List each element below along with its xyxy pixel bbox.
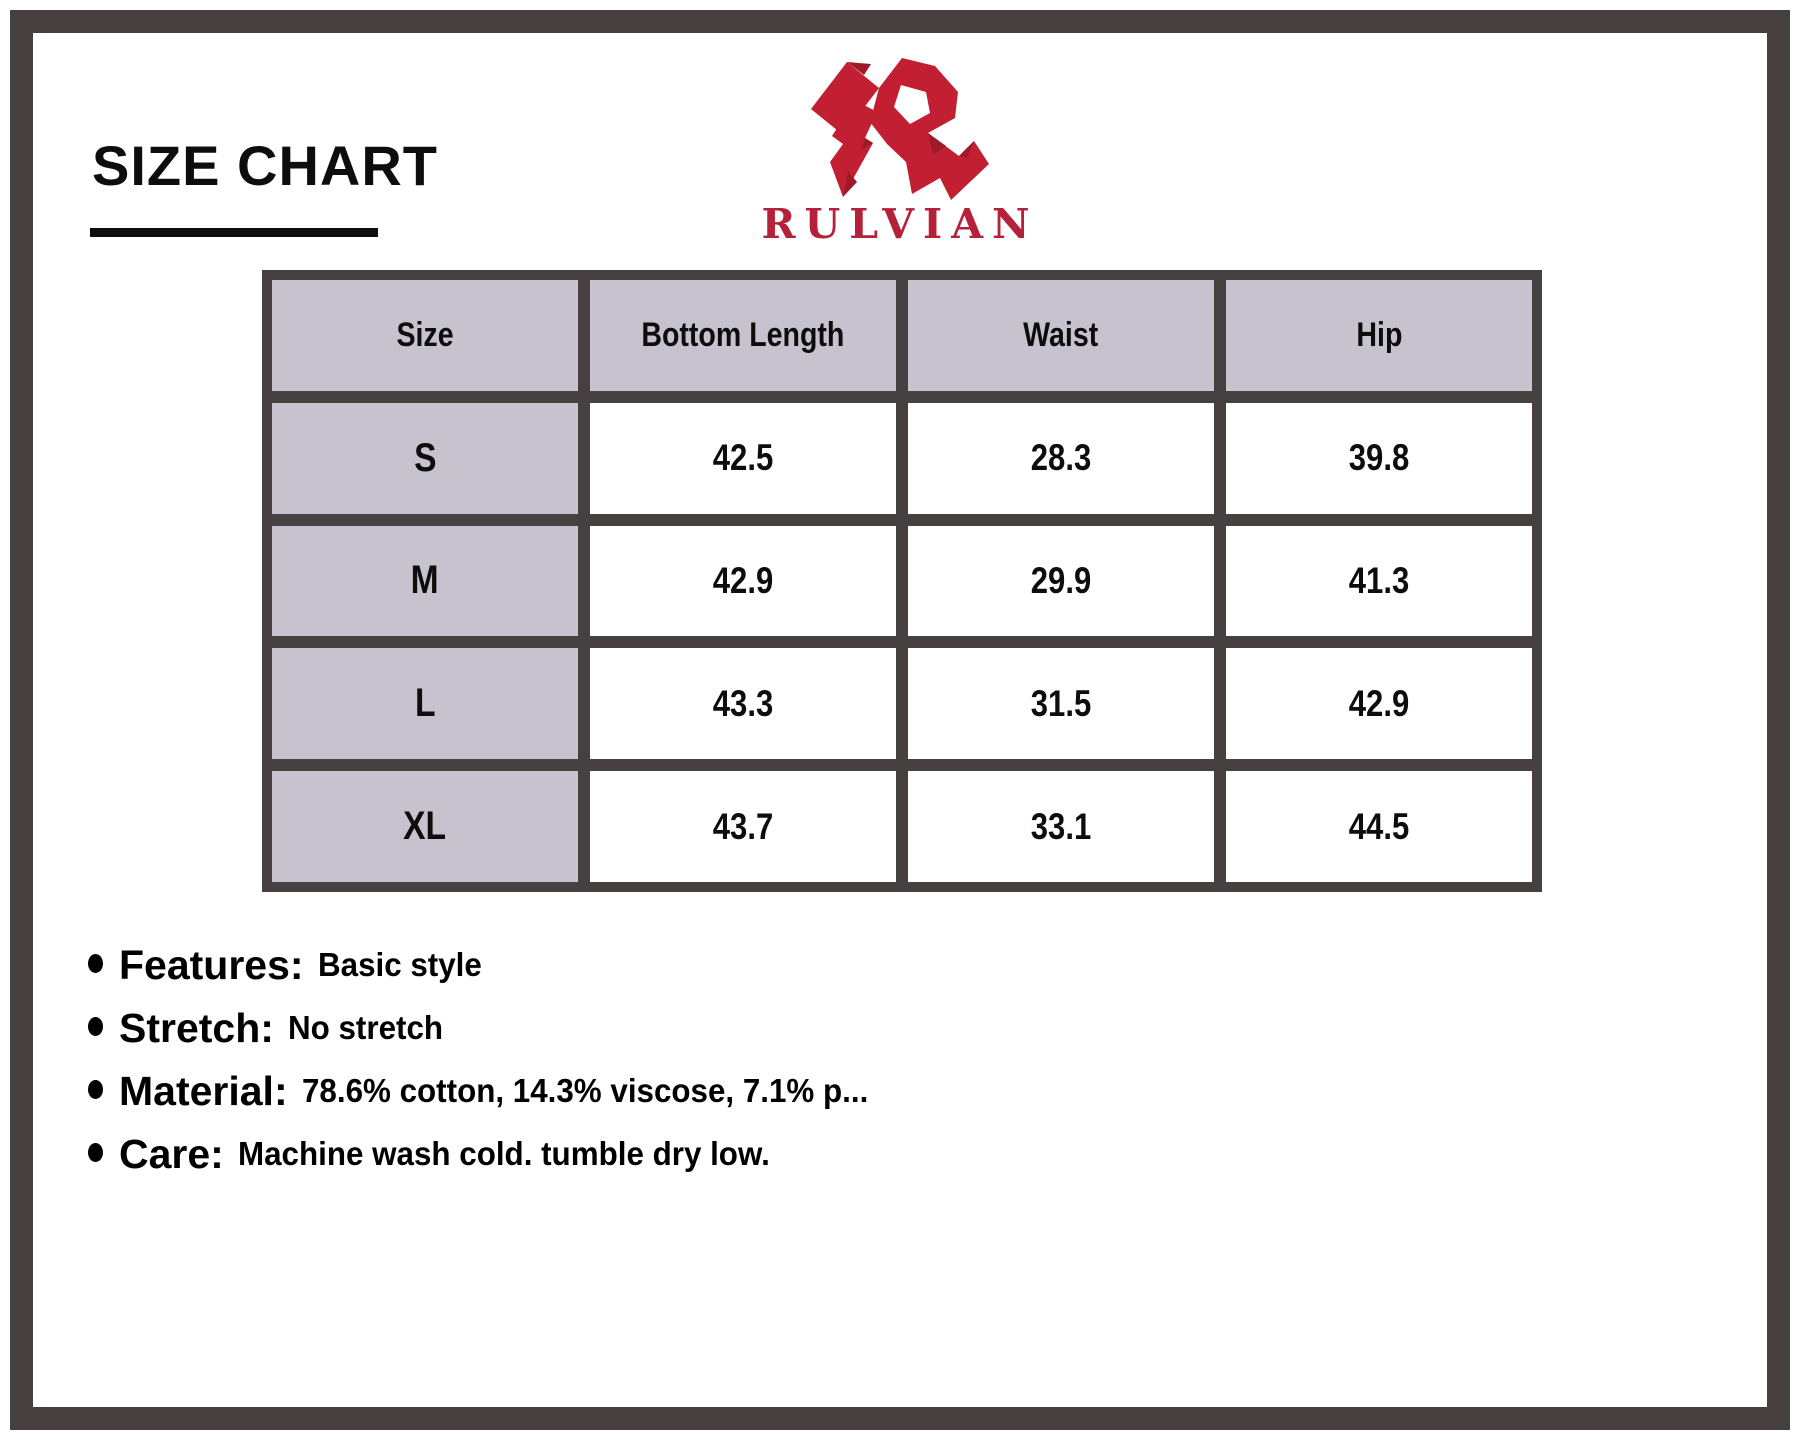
- row-size-label: M: [272, 526, 578, 637]
- table-cell: 42.9: [1226, 648, 1532, 759]
- bullet-icon: [88, 1080, 103, 1099]
- col-header-size: Size: [272, 280, 578, 391]
- page-title: SIZE CHART: [92, 134, 438, 197]
- table-cell: 44.5: [1226, 771, 1532, 882]
- bullet-icon: [88, 954, 103, 973]
- detail-stretch: Stretch: No stretch: [88, 1005, 1488, 1051]
- table-cell: 41.3: [1226, 526, 1532, 637]
- size-table: [262, 270, 1542, 892]
- bullet-icon: [88, 1017, 103, 1036]
- detail-care: Care: Machine wash cold. tumble dry low.: [88, 1131, 1488, 1177]
- detail-features: Features: Basic style: [88, 942, 1488, 988]
- table-cell: 42.5: [590, 403, 896, 514]
- table-cell: 42.9: [590, 526, 896, 637]
- col-header-bottom-length: Bottom Length: [590, 280, 896, 391]
- table-cell: 43.3: [590, 648, 896, 759]
- brand-wordmark: RULVIAN: [761, 200, 1039, 248]
- row-size-label: XL: [272, 771, 578, 882]
- detail-material: Material: 78.6% cotton, 14.3% viscose, 7.1% p...: [88, 1068, 1488, 1114]
- title-underline: [90, 228, 378, 237]
- table-cell: 28.3: [908, 403, 1214, 514]
- row-size-label: L: [272, 648, 578, 759]
- brand-logo: [690, 52, 1110, 248]
- bullet-icon: [88, 1143, 103, 1162]
- product-details-list: [88, 942, 1488, 1177]
- rulvian-r-logo-icon: [809, 52, 991, 202]
- table-cell: 31.5: [908, 648, 1214, 759]
- col-header-waist: Waist: [908, 280, 1214, 391]
- table-cell: 33.1: [908, 771, 1214, 882]
- table-cell: 39.8: [1226, 403, 1532, 514]
- row-size-label: S: [272, 403, 578, 514]
- col-header-hip: Hip: [1226, 280, 1532, 391]
- table-cell: 29.9: [908, 526, 1214, 637]
- table-cell: 43.7: [590, 771, 896, 882]
